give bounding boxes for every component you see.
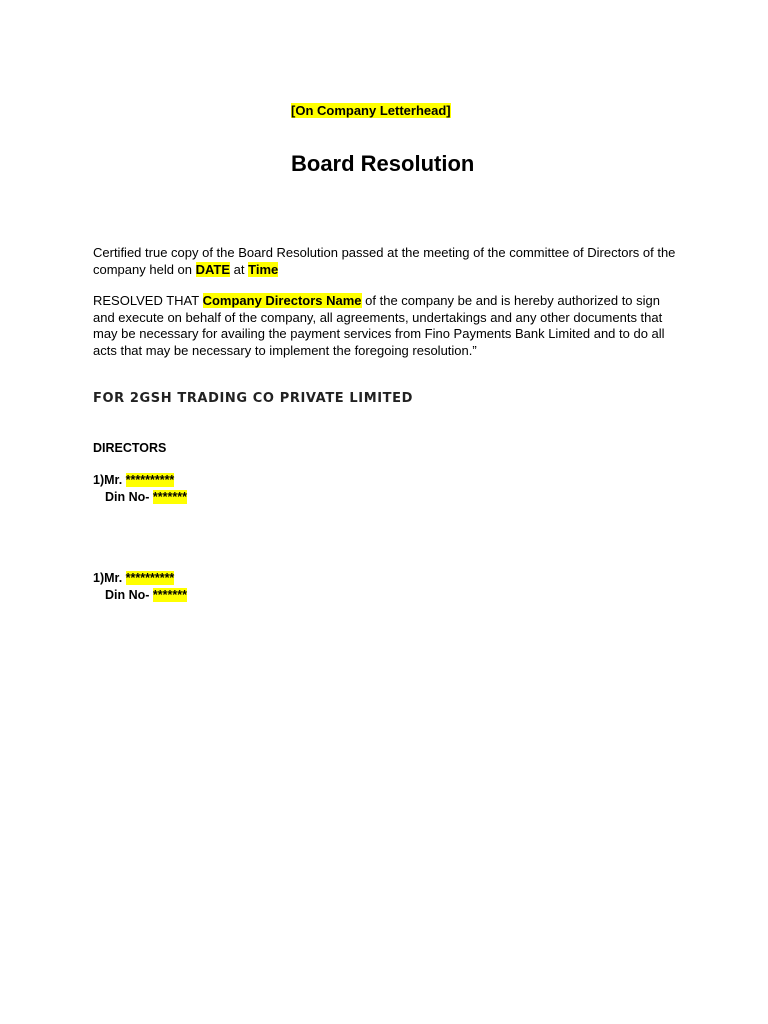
din-label: Din No- bbox=[105, 587, 153, 602]
time-placeholder: Time bbox=[248, 261, 279, 277]
director-din-line bbox=[93, 489, 187, 506]
director-entry bbox=[93, 472, 187, 505]
director-name-placeholder: Company Directors Name bbox=[202, 293, 362, 308]
letterhead-highlight: [On Company Letterhead] bbox=[291, 103, 451, 118]
director-name-line bbox=[93, 570, 187, 587]
certified-text-2: at bbox=[230, 261, 249, 277]
director-prefix: 1)Mr. bbox=[93, 571, 126, 585]
din-mask: ******* bbox=[152, 587, 187, 602]
resolved-text-1: RESOLVED THAT bbox=[93, 293, 203, 308]
letterhead-note bbox=[291, 103, 451, 119]
date-placeholder: DATE bbox=[195, 261, 231, 277]
certified-text-1: Certified true copy of the Board Resolution passed at the meeting of the committee of Directors of the company held on bbox=[93, 245, 676, 277]
company-heading: FOR 2GSH TRADING CO PRIVATE LIMITED bbox=[93, 391, 414, 406]
director-name-mask: ********** bbox=[125, 473, 175, 487]
resolved-text-2: of the company be and is hereby authorized to sign and execute on behalf of the company, all agreements, undertakings and any other documents that may be necessary for availing the payment services from Fino Payments Bank Limited and to do all acts that may be necessary to implement the foregoing resolution.” bbox=[93, 293, 665, 358]
director-name-line bbox=[93, 472, 187, 489]
resolved-paragraph bbox=[93, 293, 683, 359]
director-entry bbox=[93, 570, 187, 603]
document-title: Board Resolution bbox=[291, 151, 475, 176]
din-label: Din No- bbox=[105, 489, 153, 504]
director-prefix: 1)Mr. bbox=[93, 473, 126, 487]
director-din-line bbox=[93, 587, 187, 604]
director-name-mask: ********** bbox=[125, 571, 175, 585]
certified-paragraph bbox=[93, 245, 683, 278]
directors-heading: DIRECTORS bbox=[93, 441, 167, 455]
din-mask: ******* bbox=[152, 489, 187, 504]
